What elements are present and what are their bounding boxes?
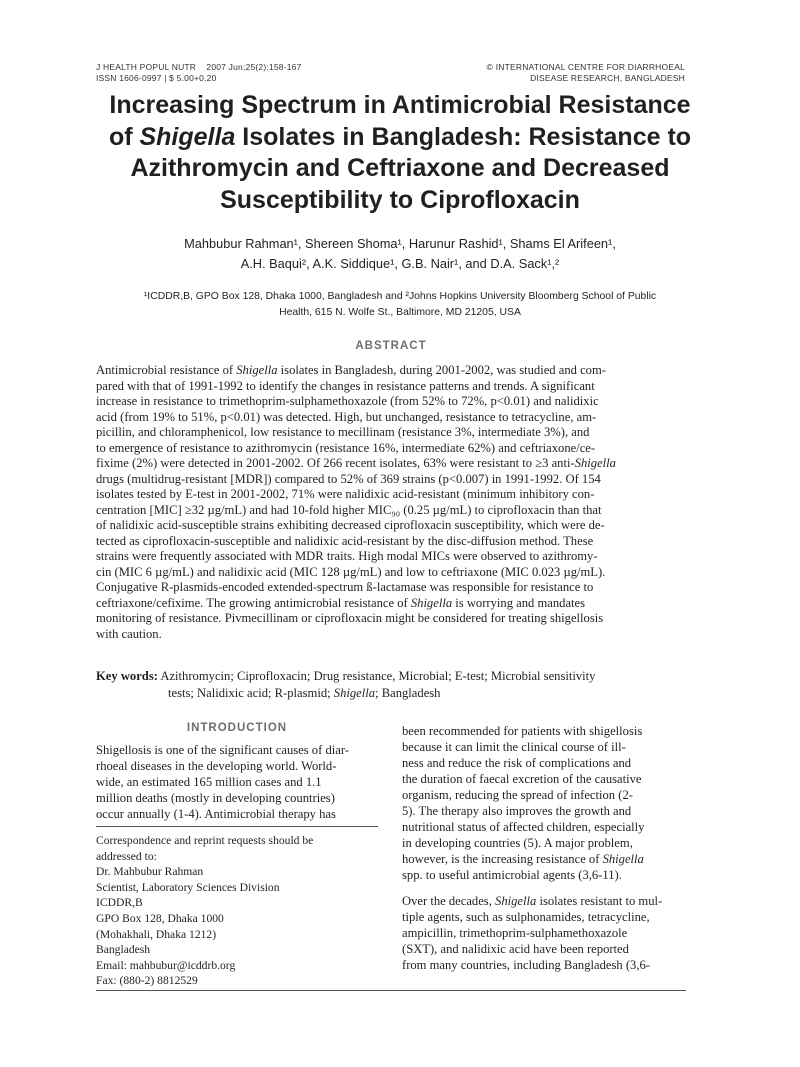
abstract-body xyxy=(96,363,686,642)
correspondence-line: Correspondence and reprint requests should be xyxy=(96,834,314,847)
body-line: 5). The therapy also improves the growth and xyxy=(402,804,632,818)
body-line: Shigellosis is one of the significant causes of diar- xyxy=(96,743,349,757)
affiliations xyxy=(80,289,720,321)
abstract-line: ceftriaxone/cefixime. The growing antimicrobial resistance of Shigella is worrying and mandates xyxy=(96,595,586,610)
title-line: Azithromycin and Ceftriaxone and Decreased xyxy=(130,154,670,182)
abstract-line: monitoring of resistance. Pivmecillinam or ciprofloxacin might be considered for treating shigellosis xyxy=(96,611,604,625)
abstract-line: acid (from 19% to 51%, p<0.01) was detected. High, but unchanged, resistance to tetracycline, am- xyxy=(96,409,597,424)
body-line: tiple agents, such as sulphonamides, tetracycline, xyxy=(402,910,650,924)
keywords-label: Key words: xyxy=(96,669,158,683)
body-line: ness and reduce the risk of complications and xyxy=(402,756,632,770)
correspondence-email: Email: mahbubur@icddrb.org xyxy=(96,958,236,972)
author-line: Mahbubur Rahman¹, Shereen Shoma¹, Harunur Rashid¹, Shams El Arifeen¹, xyxy=(184,236,616,251)
abstract-line: centration [MIC] ≥32 µg/mL) and had 10-fold higher MIC₉₀ (0.25 µg/mL) to ciprofloxacin than that xyxy=(96,502,602,517)
correspondence-line: Bangladesh xyxy=(96,943,151,957)
keywords-line: Key words: Azithromycin; Ciprofloxacin; Drug resistance, Microbial; E-test; Microbial sensitivity xyxy=(96,669,596,683)
body-line: spp. to useful antimicrobial agents (3,6-11). xyxy=(402,868,622,882)
abstract-line: with caution. xyxy=(96,626,162,641)
keywords xyxy=(96,668,686,702)
italic-genus: Shigella xyxy=(139,122,236,151)
correspondence-line: Dr. Mahbubur Rahman xyxy=(96,865,204,879)
footnote-divider xyxy=(96,826,378,827)
publisher-line: DISEASE RESEARCH, BANGLADESH xyxy=(530,73,685,83)
body-line: rhoeal diseases in the developing world. World- xyxy=(96,759,337,773)
body-line: from many countries, including Bangladesh (3,6- xyxy=(402,958,650,972)
correspondence-line: Fax: (880-2) 8812529 xyxy=(96,974,198,988)
keywords-line: tests; Nalidixic acid; R-plasmid; Shigella; Bangladesh xyxy=(168,686,441,700)
abstract-line: isolates tested by E-test in 2001-2002, 71% were nalidixic acid-resistant (minimum inhibitory con- xyxy=(96,487,595,501)
body-line: ampicillin, trimethoprim-sulphamethoxazole xyxy=(402,926,628,940)
abstract-line: drugs (multidrug-resistant [MDR]) compared to 52% of 369 strains (p<0.007) in 1991-1992. Of 154 xyxy=(96,471,601,486)
body-line: the duration of faecal excretion of the causative xyxy=(402,772,642,786)
article-title xyxy=(60,90,740,216)
abstract-line: fixime (2%) were detected in 2001-2002. Of 266 recent isolates, 63% were resistant to ≥3 anti-Shigella xyxy=(96,456,616,470)
correspondence-line: Scientist, Laboratory Sciences Division xyxy=(96,880,280,894)
correspondence-line: addressed to: xyxy=(96,849,157,863)
journal-citation-line: J HEALTH POPUL NUTR 2007 Jun;25(2):158-167 xyxy=(96,62,302,72)
body-line: been recommended for patients with shigellosis xyxy=(402,724,643,738)
correspondence-line: ICDDR,B xyxy=(96,896,143,910)
body-line: million deaths (mostly in developing countries) xyxy=(96,791,335,805)
abstract-line: pared with that of 1991-1992 to identify the changes in resistance patterns and trends. A significant xyxy=(96,378,595,393)
affiliation-line: Health, 615 N. Wolfe St., Baltimore, MD 21205, USA xyxy=(279,307,521,318)
body-line: however, is the increasing resistance of Shigella xyxy=(402,852,644,866)
publisher-line: © INTERNATIONAL CENTRE FOR DIARRHOEAL xyxy=(486,62,685,72)
body-line: nutritional status of affected children, especially xyxy=(402,820,645,834)
journal-issn-line: ISSN 1606-0997 | $ 5.00+0.20 xyxy=(96,73,217,83)
abstract-line: Conjugative R-plasmids-encoded extended-spectrum ß-lactamase was responsible for resistance to xyxy=(96,580,594,594)
abstract-line: tected as ciprofloxacin-susceptible and nalidixic acid-resistant by the disc-diffusion method. These xyxy=(96,533,594,548)
author-line: A.H. Baqui², A.K. Siddique¹, G.B. Nair¹, and D.A. Sack¹,² xyxy=(240,256,560,271)
publisher-copyright xyxy=(487,62,685,84)
correspondence-line: GPO Box 128, Dhaka 1000 xyxy=(96,911,224,925)
body-line: Over the decades, Shigella isolates resistant to mul- xyxy=(402,894,663,908)
introduction-left-column xyxy=(96,742,378,822)
body-line: in developing countries (5). A major problem, xyxy=(402,836,633,850)
title-line: of Shigella Isolates in Bangladesh: Resistance to xyxy=(108,122,692,151)
title-line: Increasing Spectrum in Antimicrobial Resistance xyxy=(109,91,691,119)
title-line: Susceptibility to Ciprofloxacin xyxy=(220,185,580,214)
body-line: wide, an estimated 165 million cases and 1.1 xyxy=(96,775,322,789)
author-list xyxy=(80,234,720,274)
body-line: organism, reducing the spread of infection (2- xyxy=(402,788,633,802)
introduction-right-column xyxy=(402,723,686,973)
abstract-line: of nalidixic acid-susceptible strains exhibiting decreased ciprofloxacin susceptibility, which were de- xyxy=(96,518,605,532)
body-line: (SXT), and nalidixic acid have been reported xyxy=(402,942,629,956)
abstract-line: Antimicrobial resistance of Shigella isolates in Bangladesh, during 2001-2002, was studied and com- xyxy=(96,363,606,377)
correspondence-line: (Mohakhali, Dhaka 1212) xyxy=(96,927,217,941)
abstract-line: increase in resistance to trimethoprim-sulphamethoxazole (from 52% to 72%, p<0.01) and nalidixic xyxy=(96,394,599,408)
affiliation-line: ¹ICDDR,B, GPO Box 128, Dhaka 1000, Bangladesh and ²Johns Hopkins University Bloomberg School of Public xyxy=(143,291,657,302)
abstract-line: strains were frequently associated with MDR traits. High modal MICs were observed to azithromy- xyxy=(96,549,598,563)
abstract-line: cin (MIC 6 µg/mL) and nalidixic acid (MIC 128 µg/mL) and low to ceftriaxone (MIC 0.023 µg/mL). xyxy=(96,564,606,579)
correspondence-footnote xyxy=(96,833,378,989)
abstract-heading: ABSTRACT xyxy=(355,340,427,352)
abstract-line: picillin, and chloramphenicol, low resistance to mecillinam (resistance 3%, intermediate 3%), and xyxy=(96,425,590,439)
journal-citation xyxy=(96,62,302,84)
body-line: occur annually (1-4). Antimicrobial therapy has xyxy=(96,807,336,821)
abstract-line: to emergence of resistance to azithromycin (resistance 16%, intermediate 62%) and ceftriaxone/ce- xyxy=(96,440,596,455)
body-line: because it can limit the clinical course of ill- xyxy=(402,740,626,754)
introduction-heading: INTRODUCTION xyxy=(186,722,288,734)
page-bottom-rule xyxy=(96,990,686,991)
